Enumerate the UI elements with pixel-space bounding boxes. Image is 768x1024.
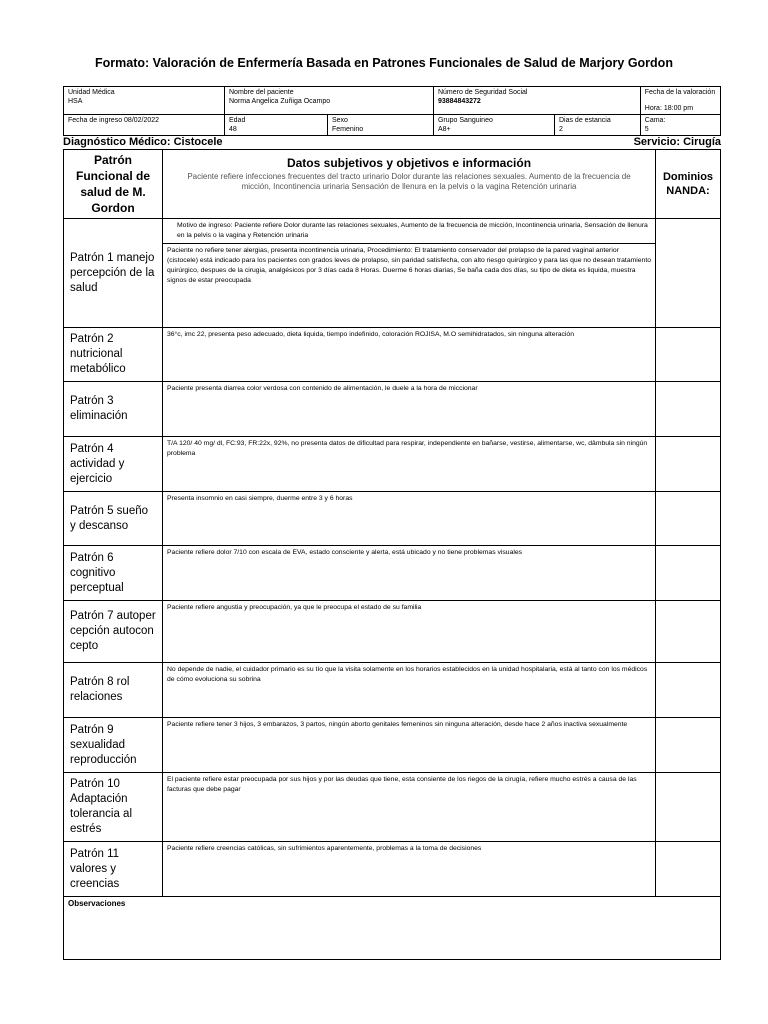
pattern-text: Paciente refiere tener 3 hijos, 3 embarazos, 3 partos, ningún aborto genitales femeninos sin ninguna alteración, desde hace 2 años inactiva sexualmente (163, 718, 656, 773)
table-row (64, 663, 721, 718)
edad-label: Edad (229, 117, 246, 124)
pattern-name: Patrón 2 nutricional metabólico (64, 328, 163, 382)
table-row (64, 546, 721, 601)
cama-value: 5 (644, 126, 649, 133)
nombre-cell (225, 87, 434, 115)
pattern-text: El paciente refiere estar preocupada por sus hijos y por las deudas que tiene, esta consiente de los riegos de la cirugía, refiere mucho estrés a causa de las facturas que debe pagar (163, 773, 656, 842)
observaciones-label: Observaciones (64, 897, 721, 960)
pattern-text: Presenta insomnio en casi siempre, duerme entre 3 y 6 horas (163, 492, 656, 546)
nombre-value: Norma Angelica Zuñiga Ocampo (229, 98, 331, 105)
col-header-datos (163, 150, 656, 219)
table-row (64, 437, 721, 492)
document-title: Formato: Valoración de Enfermería Basada en Patrones Funcionales de Salud de Marjory Gordon (95, 56, 673, 70)
dias-cell (554, 115, 640, 136)
dominio-cell (656, 842, 721, 897)
dominio-cell (656, 382, 721, 437)
servicio: Servicio: Cirugía (633, 136, 721, 148)
table-row (64, 601, 721, 663)
pattern-name: Patrón 4 actividad y ejercicio (64, 437, 163, 492)
col-header-patron: Patrón Funcional de salud de M. Gordon (64, 150, 163, 219)
dominio-cell (656, 328, 721, 382)
dias-value: 2 (558, 126, 563, 133)
unidad-cell (64, 87, 225, 115)
pattern-name: Patrón 6 cognitivo perceptual (64, 546, 163, 601)
grupo-value: A8+ (437, 126, 451, 133)
hora-value: Hora: 18:00 pm (644, 105, 694, 112)
pattern-name: Patrón 8 rol relaciones (64, 663, 163, 718)
sexo-value: Femenino (332, 126, 364, 133)
datos-heading: Datos subjetivos y objetivos e información (286, 156, 532, 170)
patterns-table (63, 149, 721, 960)
grupo-label: Grupo Sanguineo (437, 117, 493, 124)
pattern-name: Patrón 1 manejo percepción de la salud (64, 219, 163, 328)
pattern-text: Paciente refiere dolor 7/10 con escala de EVA, estado consciente y alerta, está ubicado y no tiene problemas visuales (163, 546, 656, 601)
edad-cell (225, 115, 328, 136)
nss-label: Número de Seguridad Social (437, 89, 528, 96)
fecha-ingreso-value: Fecha de ingreso 08/02/2022 (68, 117, 160, 124)
patient-header-table (63, 86, 721, 136)
pattern-name: Patrón 10 Adaptación tolerancia al estrés (64, 773, 163, 842)
pattern-text: Paciente refiere angustia y preocupación, ya que le preocupa el estado de su familia (163, 601, 656, 663)
fecha-valoracion-cell (640, 87, 720, 115)
pattern-name: Patrón 7 autopercepción autoconcepto (64, 601, 163, 663)
dominio-cell (656, 492, 721, 546)
pattern-text: 36°c, imc 22, presenta peso adecuado, dieta liquida, tiempo indefinido, coloración ROJISA, M.O semihidratados, sin ninguna alteración (163, 328, 656, 382)
pattern-text: No depende de nadie, el cuidador primario es su tío que la visita solamente en los horarios establecidos en la unidad hospitalaria, está al tanto con los médicos de cómo evoluciona su sobrina (163, 663, 656, 718)
dominio-cell (656, 601, 721, 663)
pattern-name: Patrón 9 sexualidad reproducción (64, 718, 163, 773)
nss-cell (433, 87, 640, 115)
table-row (64, 718, 721, 773)
table-row (64, 219, 721, 328)
sexo-cell (328, 115, 434, 136)
pattern-data-cell (163, 219, 656, 328)
table-row (64, 773, 721, 842)
observaciones-row (64, 897, 721, 960)
table-row (64, 842, 721, 897)
dias-label: Dias de estancia (558, 117, 611, 124)
pattern-text: Paciente refiere creencias católicas, sin sufrimientos aparentemente, problemas a la toma de decisiones (163, 842, 656, 897)
table-header-row (64, 150, 721, 219)
pattern-text: T/A 120/ 40 mg/ dl, FC:93, FR:22x, 92%, no presenta datos de dificultad para respirar, independiente en bañarse, vestirse, alimentarse, wc, dâmbula sin ningún problema (163, 437, 656, 492)
dominio-cell (656, 718, 721, 773)
table-row (64, 382, 721, 437)
dominio-cell (656, 546, 721, 601)
cama-cell (640, 115, 720, 136)
pattern-name: Patrón 5 sueño y descanso (64, 492, 163, 546)
table-row (64, 328, 721, 382)
pattern-text: Paciente presenta diarrea color verdosa con contenido de alimentación, le duele a la hora de miccionar (163, 382, 656, 437)
datos-subheading: Paciente refiere infecciones frecuentes del tracto urinario Dolor durante las relaciones sexuales. Aumento de la frecuencia de micción, Incontinencia urinaria Sensación de llenura en la pelvis o la vagina Retención urinaria (187, 172, 631, 191)
fecha-ingreso-cell (64, 115, 225, 136)
nss-value: 93884843272 (437, 98, 481, 105)
unidad-value: HSA (68, 98, 83, 105)
diagnostico-medico: Diagnóstico Médico: Cistocele (63, 136, 223, 148)
unidad-label: Unidad Médica (68, 89, 115, 96)
cama-label: Cama: (644, 117, 666, 124)
edad-value: 48 (229, 126, 237, 133)
dominio-cell (656, 437, 721, 492)
nombre-label: Nombre del paciente (229, 89, 294, 96)
col-header-dominios: Dominios NANDA: (656, 150, 721, 219)
grupo-cell (433, 115, 554, 136)
sexo-label: Sexo (332, 117, 348, 124)
table-row (64, 492, 721, 546)
pattern-name: Patrón 11 valores y creencias (64, 842, 163, 897)
pattern-text: Paciente no refiere tener alergias, presenta incontinencia urinaria, Procedimiento: El tratamiento conservador del prolapso de la pared vaginal anterior (cistocele) está indicado para los pacientes con grados leves de prolapso, sin paridad satisfecha, con alto riesgo quirúrgico y para las que no desean tratamiento quirúrgico, despues de la cirugia, analgésicos por 3 días cada 8 Horas. Duerme 6 horas diarias, Se baña cada dos días, su tipo de dieta es liquida, muestra signos de estar preocupada (167, 247, 651, 284)
dominio-cell (656, 663, 721, 718)
dominio-cell (656, 773, 721, 842)
fecha-valoracion-label: Fecha de la valoración (644, 89, 716, 96)
dominio-cell (656, 219, 721, 328)
pattern-name: Patrón 3 eliminación (64, 382, 163, 437)
motivo-ingreso: Motivo de ingreso: Paciente refiere Dolor durante las relaciones sexuales, Aumento de la frecuencia de micción, Incontinencia urinaria, Sensación de llenura en la pelvis o la vagina y Retención urinaria (163, 219, 656, 244)
